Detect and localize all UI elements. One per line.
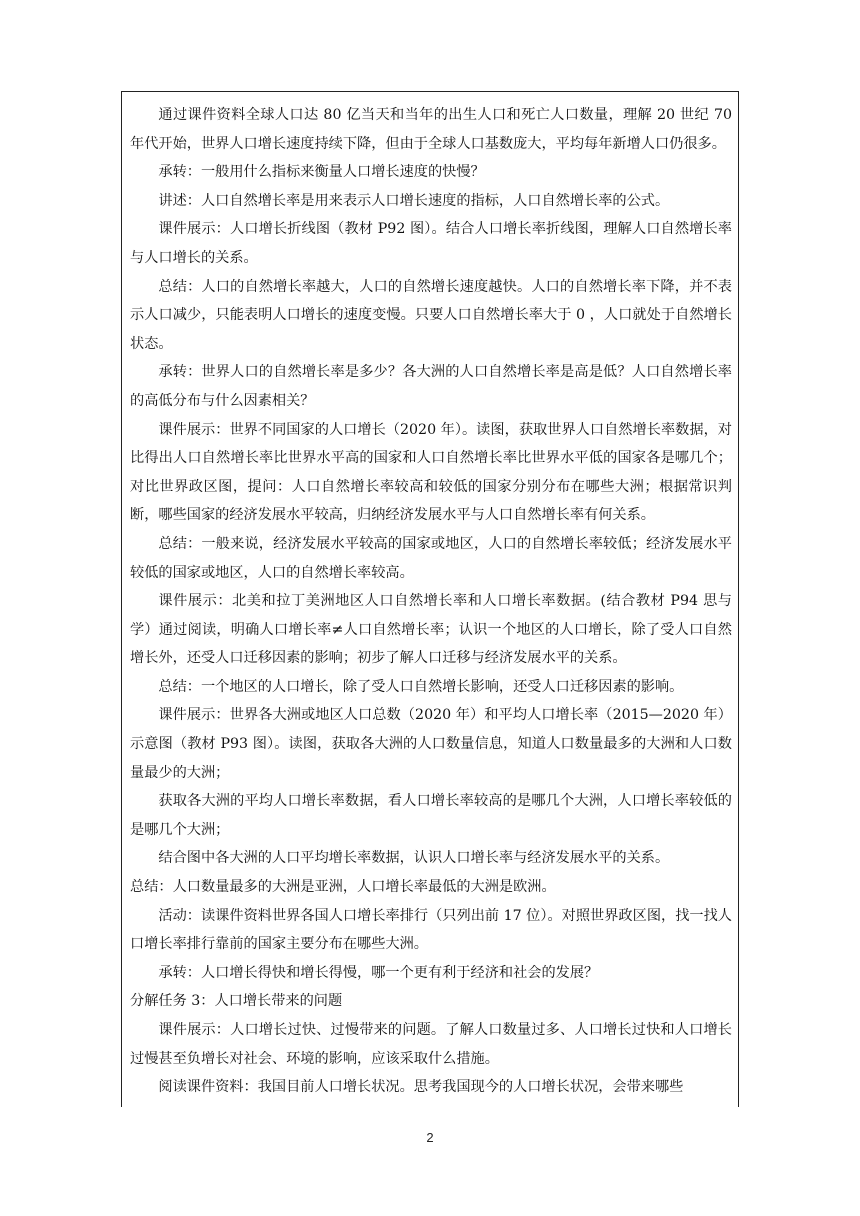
paragraph: 承转：一般用什么指标来衡量人口增长速度的快慢？ xyxy=(158,164,485,181)
paragraph: 结合图中各大洲的人口平均增长率数据，认识人口增长率与经济发展水平的关系。 xyxy=(158,850,670,867)
paragraph: 课件展示：人口增长过快、过慢带来的问题。了解人口数量过多、人口增长过快和人口增长过慢甚至负增长对社会、环境的影响，应该采取什么措施。 xyxy=(130,1022,732,1067)
paragraph: 总结：一般来说，经济发展水平较高的国家或地区，人口的自然增长率较低；经济发展水平较低的国家或地区，人口的自然增长率较高。 xyxy=(130,535,732,581)
paragraph: 活动：读课件资料世界各国人口增长率排行（只列出前 17 位）。对照世界政区图，找一找人口增长率排行靠前的国家主要分布在哪些大洲。 xyxy=(130,907,732,953)
page-number: 2 xyxy=(426,1130,434,1145)
paragraph: 承转：人口增长得快和增长得慢，哪一个更有利于经济和社会的发展？ xyxy=(158,964,599,981)
paragraph: 阅读课件资料：我国目前人口增长状况。思考我国现今的人口增长状况，会带来哪些 xyxy=(158,1079,684,1096)
paragraph: 总结：人口的自然增长率越大，人口的自然增长速度越快。人口的自然增长率下降，并不表示人口减少，只能表明人口增长的速度变慢。只要人口自然增长率大于 0 ，人口就处于自然增长状态。 xyxy=(130,278,732,352)
paragraph: 讲述：人口自然增长率是用来表示人口增长速度的指标，人口自然增长率的公式。 xyxy=(158,192,670,209)
paragraph: 总结：一个地区的人口增长，除了受人口自然增长影响，还受人口迁移因素的影响。 xyxy=(158,678,684,695)
paragraph: 获取各大洲的平均人口增长率数据，看人口增长率较高的是哪几个大洲，人口增长率较低的是哪几个大洲； xyxy=(130,793,732,838)
paragraph: 课件展示：人口增长折线图（教材 P92 图）。结合人口增长率折线图，理解人口自然增长率与人口增长的关系。 xyxy=(130,221,732,266)
paragraph: 课件展示：北美和拉丁美洲地区人口自然增长率和人口增长率数据。(结合教材 P94 思与学）通过阅读，明确人口增长率≠人口自然增长率；认识一个地区的人口增长，除了受人口自然增长外，还受人口迁移因素的影响；初步了解人口迁移与经济发展水平的关系。 xyxy=(130,593,732,667)
paragraph: 分解任务 3：人口增长带来的问题 xyxy=(130,993,343,1010)
paragraph: 课件展示：世界不同国家的人口增长（2020 年）。读图，获取世界人口自然增长率数据，对比得出人口自然增长率比世界水平高的国家和人口自然增长率比世界水平低的国家各是哪几个；对比世界政区图，提问：人口自然增长率较高和较低的国家分别分布在哪些大洲；根据常识判断，哪些国家的经济发展水平较高，归纳经济发展水平与人口自然增长率有何关系。 xyxy=(130,421,732,524)
lesson-text-cell xyxy=(130,101,732,1102)
paragraph: 课件展示：世界各大洲或地区人口总数（2020 年）和平均人口增长率（2015—2020 年）示意图（教材 P93 图）。读图，获取各大洲的人口数量信息，知道人口数量最多的大洲和人口数量最少的大洲； xyxy=(130,707,732,781)
paragraph: 通过课件资料全球人口达 80 亿当天和当年的出生人口和死亡人口数量，理解 20 世纪 70 年代开始，世界人口增长速度持续下降，但由于全球人口基数庞大，平均每年新增人口仍很多。 xyxy=(130,107,732,152)
paragraph: 总结：人口数量最多的大洲是亚洲，人口增长率最低的大洲是欧洲。 xyxy=(130,879,556,896)
paragraph: 承转：世界人口的自然增长率是多少？各大洲的人口自然增长率是高是低？人口自然增长率的高低分布与什么因素相关？ xyxy=(130,364,732,409)
